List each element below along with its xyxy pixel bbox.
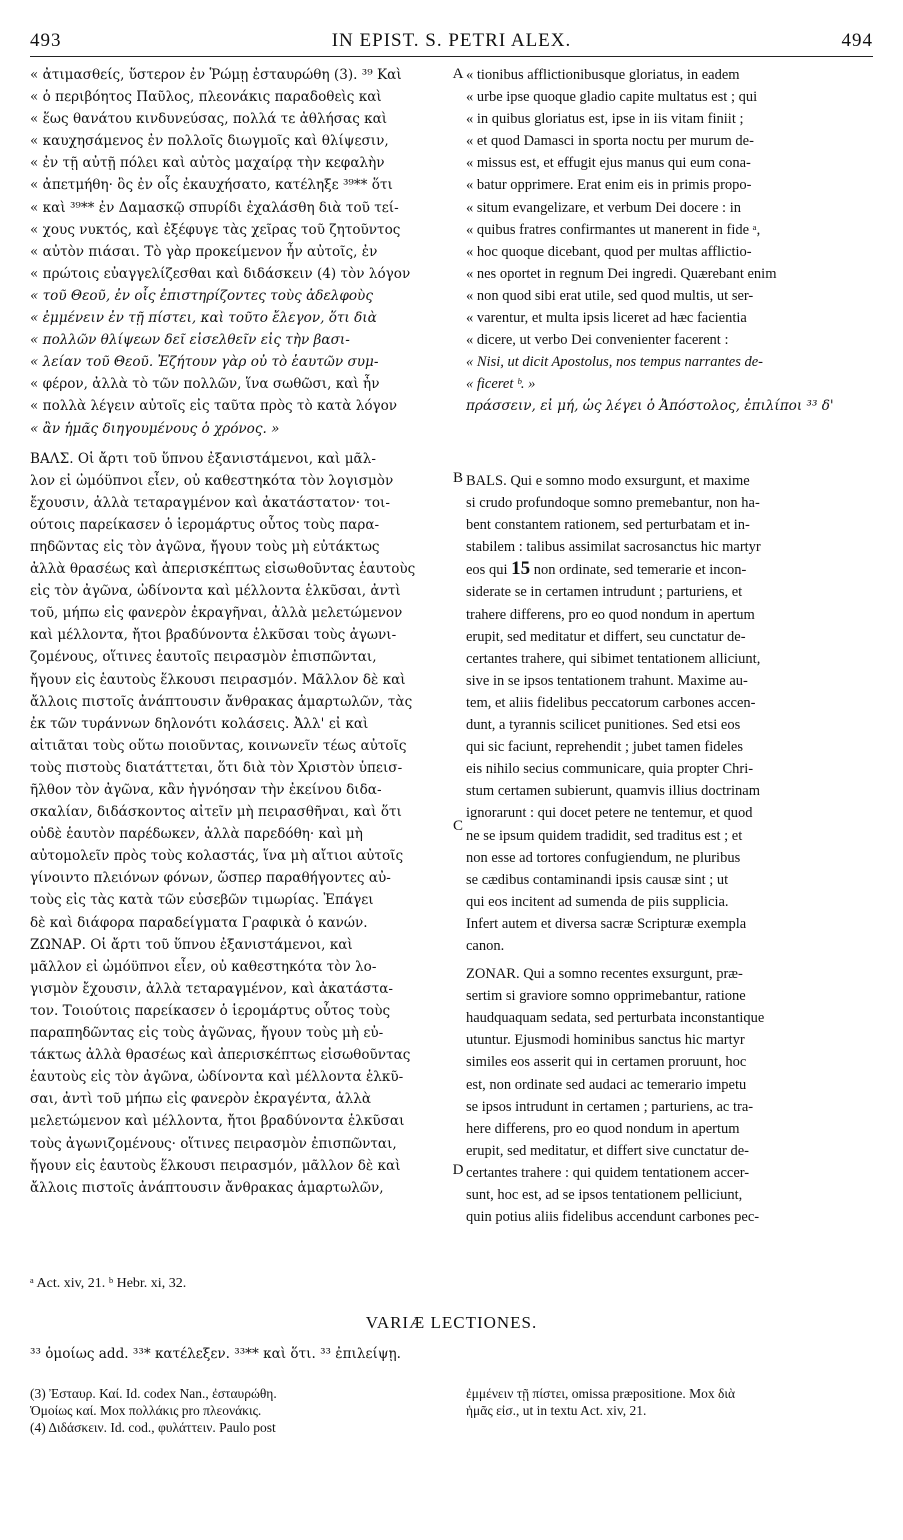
margin-marker-c: C bbox=[452, 818, 463, 834]
text-line: stabilem : talibus assimilat sacrosanctus hic martyr bbox=[466, 539, 761, 556]
text-line: ἀλλὰ θρασέως καὶ ἀπερισκέπτως εἰσωθοῦντας ἑαυτοὺς bbox=[30, 561, 416, 578]
margin-marker-a: A bbox=[452, 66, 464, 82]
text-line: ΖΩΝΑΡ. Οἱ ἄρτι τοῦ ὕπνου ἐξανιστάμενοι, καὶ bbox=[30, 936, 353, 953]
text-line: sive in se ipsos tentationem trahunt. Maxime au- bbox=[466, 672, 748, 689]
text-line: λον εἰ ὠμόϋπνοι εἶεν, οὐ καθεστηκότα τὸν λογισμὸν bbox=[30, 472, 394, 489]
text-line: μελετώμενον καὶ μέλλοντα, ἤτοι βραδύνοντα ἑλκῦσαι bbox=[30, 1113, 405, 1130]
text-line: « ἐμμένειν ἐν τῇ πίστει, καὶ τοῦτο ἔλεγον, ὅτι διὰ bbox=[30, 310, 377, 327]
text-line: bent constantem rationem, sed perturbatam et in- bbox=[466, 517, 750, 534]
text-line: « et quod Damasci in sporta noctu per murum de- bbox=[466, 133, 754, 150]
text-line: ΒΑΛΣ. Οἱ ἄρτι τοῦ ὕπνου ἐξανιστάμενοι, καὶ μᾶλ- bbox=[30, 450, 376, 467]
text-line: « nes oportet in regnum Dei ingredi. Quærebant enim bbox=[466, 265, 777, 282]
text-fragment: non ordinate, sed temerarie et incon- bbox=[530, 562, 747, 579]
text-line: « χους νυκτός, καὶ ἐξέφυγε τὰς χεῖρας τοῦ ζητοῦντος bbox=[30, 221, 401, 238]
text-line: τοὺς εἰς τὰς κατὰ τῶν εὐσεβῶν τιμωρίας. Ἐπάγει bbox=[30, 892, 374, 909]
note-line: Ὁμοίως καί. Mox πολλάκις pro πλεονάκις. bbox=[30, 1403, 262, 1418]
text-line: σκαλίαν, διδάσκοντος αἰτεῖν μὴ πειρασθῆναι, καὶ ὅτι bbox=[30, 804, 402, 821]
column-number: 15 bbox=[511, 558, 531, 580]
latin-quote bbox=[466, 64, 870, 395]
page-number-left: 493 bbox=[30, 30, 62, 51]
variae-notes-right bbox=[466, 1385, 870, 1419]
text-line: « ὁ περιβόητος Παῦλος, πλεονάκις παραδοθεὶς καὶ bbox=[30, 89, 382, 106]
text-line: « φέρον, ἀλλὰ τὸ τῶν πολλῶν, ἵνα σωθῶσι, καὶ ἦν bbox=[30, 376, 380, 393]
text-line: « ἀπετμήθη· ὃς ἐν οἷς ἐκαυχήσατο, κατέληξε ³⁹** ὅτι bbox=[30, 177, 393, 194]
text-line: qui eos incitent ad sumenda de piis supplicia. bbox=[466, 893, 729, 910]
text-line: παραπηδῶντας εἰς τοὺς ἀγῶνας, ἤγουν τοὺς μὴ εὐ- bbox=[30, 1025, 384, 1042]
text-line: stum certamen subierunt, quamvis illius doctrinam bbox=[466, 783, 760, 800]
running-header bbox=[30, 30, 873, 56]
text-line: « in quibus gloriatus est, ipse in iis vitam finiit ; bbox=[466, 111, 744, 128]
text-line: « varentur, et multa ipsis liceret ad hæc facientia bbox=[466, 310, 747, 327]
text-line: γίνοιντο πλειόνων φόνων, ὥσπερ παραθήγοντες αὐ- bbox=[30, 870, 391, 887]
text-line: « Nisi, ut dicit Apostolus, nos tempus narrantes de- bbox=[466, 354, 763, 371]
latin-commentary bbox=[466, 470, 870, 1228]
text-line: ζομένους, οἵτινες ἑαυτοῖς πειρασμὸν ἐπισπῶνται, bbox=[30, 649, 377, 666]
margin-marker-d: D bbox=[452, 1162, 464, 1178]
text-line: τάκτως ἀλλὰ θρασέως καὶ ἀπερισκέπτως εἰσωθοῦντας bbox=[30, 1047, 411, 1064]
note-line: (3) Ἐσταυρ. Καί. Id. codex Nan., ἐσταυρώθη. bbox=[30, 1386, 277, 1401]
text-line: est, non ordinate sed audaci ac temerario impetu bbox=[466, 1076, 747, 1093]
text-line: certantes trahere, qui sibimet tentationem alliciunt, bbox=[466, 650, 761, 667]
balsamon-latin bbox=[466, 470, 870, 957]
text-line: « hoc quoque dicebant, quod per multas afflictio- bbox=[466, 243, 752, 260]
text-line: « λείαν τοῦ Θεοῦ. Ἐζήτουν γὰρ οὐ τὸ ἑαυτῶν συμ- bbox=[30, 354, 379, 371]
text-line: « batur opprimere. Erat enim eis in primis propo- bbox=[466, 177, 752, 194]
latin-column bbox=[466, 64, 870, 395]
text-line: μᾶλλον εἰ ὠμόϋπνοι εἶεν, οὐ καθεστηκότα τὸν λο- bbox=[30, 958, 377, 975]
text-line: « quibus fratres confirmantes ut manerent in fide ᵃ, bbox=[466, 221, 761, 238]
text-line: certantes trahere : qui quidem tentationem accer- bbox=[466, 1164, 750, 1181]
text-line: « πολλῶν θλίψεων δεῖ εἰσελθεῖν εἰς τὴν βασι- bbox=[30, 332, 350, 349]
note-line: ἐμμένειν τῇ πίστει, omissa præpositione. Mox διὰ bbox=[466, 1386, 736, 1401]
running-title: IN EPIST. S. PETRI ALEX. bbox=[331, 30, 572, 51]
page-number-right: 494 bbox=[841, 30, 873, 51]
text-line: here differens, pro eo quod nondum in apertum bbox=[466, 1120, 740, 1137]
text-line: αἰτιᾶται τοὺς οὕτω ποιοῦντας, κοινωνεῖν τέως αὐτοῖς bbox=[30, 737, 407, 754]
text-line: « ἐν τῇ αὐτῇ πόλει καὶ αὐτὸς μαχαίρᾳ τὴν κεφαλὴν bbox=[30, 155, 385, 172]
balsamon-greek bbox=[30, 448, 448, 934]
text-line: ignorarunt : qui docet petere ne tentemur, et quod bbox=[466, 805, 753, 822]
text-line: canon. bbox=[466, 937, 505, 954]
text-line: ne se ipsum quidem tradidit, sed traditus est ; et bbox=[466, 827, 743, 844]
text-line: « ἂν ἡμᾶς διηγουμένους ὁ χρόνος. » bbox=[30, 420, 280, 437]
text-line: ἄλλοις πιστοῖς ἀνάπτουσιν ἄνθρακας ἁμαρτωλῶν, bbox=[30, 1179, 384, 1196]
text-line: « ἕως θανάτου κινδυνεύσας, πολλά τε ἀθλήσας καὶ bbox=[30, 111, 388, 128]
text-line: « καυχησάμενος ἐν πολλοῖς διωγμοῖς καὶ θλίψεσιν, bbox=[30, 133, 389, 150]
text-line: « situm evangelizare, et verbum Dei docere : in bbox=[466, 199, 741, 216]
text-line: utuntur. Ejusmodi hominibus sanctus hic martyr bbox=[466, 1032, 745, 1049]
variae-heading: VARIÆ LECTIONES. bbox=[365, 1313, 538, 1332]
text-line: τοῦ, μήπω εἰς φανερὸν ἐκραγῆναι, ἀλλὰ μελετώμενον bbox=[30, 605, 403, 622]
greek-quote bbox=[30, 64, 448, 440]
greek-column bbox=[30, 64, 448, 1199]
footnotes: ᵃ Act. xiv, 21. ᵇ Hebr. xi, 32. bbox=[30, 1276, 187, 1291]
text-line: tem, et aliis fidelibus peccatorum carbones accen- bbox=[466, 694, 756, 711]
text-line: se cædibus contaminandi ipsis causæ sint ; ut bbox=[466, 871, 729, 888]
text-line: ἔχουσιν, ἀλλὰ τεταραγμένον καὶ ἀκατάστατον· τοι- bbox=[30, 494, 390, 511]
variae-notes-left bbox=[30, 1385, 450, 1436]
greek-span-line-wrap bbox=[466, 395, 886, 417]
text-line: πηδῶντας εἰς τὸν ἀγῶνα, ἤγουν τοὺς μὴ εὐτάκτως bbox=[30, 538, 380, 555]
text-line: « tionibus afflictionibusque gloriatus, in eadem bbox=[466, 67, 740, 83]
text-line: « ἀτιμασθείς, ὕστερον ἐν Ῥώμῃ ἐσταυρώθη (3). ³⁹ Καὶ bbox=[30, 67, 402, 83]
text-line: erupit, sed meditatur et differt, seu cunctatur de- bbox=[466, 628, 746, 645]
text-line: τοὺς πιστοὺς διατάττεται, ὅτι διὰ τὸν Χριστὸν ὑπεισ- bbox=[30, 759, 403, 776]
text-line bbox=[466, 558, 870, 581]
text-line: BALS. Qui e somno modo exsurgunt, et maxime bbox=[466, 473, 750, 489]
text-line: eis nihilo secius communicare, quia propter Chri- bbox=[466, 761, 754, 778]
note-line: (4) Διδάσκειν. Id. cod., φυλάττειν. Paulo post bbox=[30, 1420, 276, 1435]
text-line: οὐδὲ ἑαυτὸν παρέδωκεν, ἀλλὰ παρεδόθη· καὶ μὴ bbox=[30, 826, 363, 843]
text-line: ἄλλοις πιστοῖς ἀνάπτουσιν ἄνθρακας ἁμαρτωλῶν, τὰς bbox=[30, 693, 413, 710]
note-line: ἡμᾶς εἰσ., ut in textu Act. xiv, 21. bbox=[466, 1403, 647, 1418]
text-line: haudquaquam sedata, sed perturbata inconstantique bbox=[466, 1010, 765, 1027]
text-line: « πρώτοις εὐαγγελίζεσθαι καὶ διδάσκειν (4) τὸν λόγον bbox=[30, 265, 411, 282]
text-line: erupit, sed meditatur, et differt sive cunctatur de- bbox=[466, 1142, 750, 1159]
text-line: sertim si graviore somno opprimebantur, ratione bbox=[466, 988, 746, 1005]
text-line: qui sic faciunt, reprehendit ; jubet tamen fideles bbox=[466, 739, 744, 756]
text-line: αὐτομολεῖν πρὸς τοὺς κολαστάς, ἵνα μὴ αἴτιοι αὐτοῖς bbox=[30, 848, 404, 865]
text-line: trahere differens, pro eo quod nondum in apertum bbox=[466, 606, 755, 623]
text-line: ἐκ τῶν τυράννων δηλονότι κολάσεις. Ἀλλ' εἰ καὶ bbox=[30, 715, 369, 732]
text-line: dunt, a tyrannis scilicet punitiones. Sed etsi eos bbox=[466, 717, 741, 734]
variae-line: ³³ ὁμοίως add. ³³* κατέλεξεν. ³³** καὶ ὅτι. ³³ ἐπιλείψῃ. bbox=[30, 1346, 401, 1362]
text-line: ἤγουν εἰς ἑαυτοὺς ἕλκουσι πειρασμόν. Μᾶλλον δὲ καὶ bbox=[30, 671, 406, 688]
greek-span-line: πράσσειν, εἰ μή, ὡς λέγει ὁ Ἀπόστολος, ἐπιλίποι ³³ δ' bbox=[466, 398, 834, 414]
text-line: « urbe ipse quoque gladio capite multatus est ; qui bbox=[466, 89, 758, 106]
text-line: ZONAR. Qui a somno recentes exsurgunt, præ- bbox=[466, 966, 743, 983]
text-line: δὲ καὶ διάφορα παραδείγματα Γραφικὰ ὁ κανών. bbox=[30, 914, 368, 931]
text-line: ἤγουν εἰς ἑαυτοὺς ἕλκουσι πειρασμόν, μᾶλλον δὲ καὶ bbox=[30, 1157, 401, 1174]
zonaras-greek bbox=[30, 934, 448, 1199]
text-line: ἑαυτοὺς εἰς τὸν ἀγῶνα, ὠδίνοντα καὶ μέλλοντα ἑλκῦ- bbox=[30, 1069, 404, 1086]
text-line: similes eos asserit qui in certamen proruunt, hoc bbox=[466, 1054, 747, 1071]
text-line: « missus est, et effugit ejus manus qui eum cona- bbox=[466, 155, 751, 172]
text-line: quin potius aliis fidelibus accendunt carbones pec- bbox=[466, 1209, 760, 1226]
text-line: σαι, ἀντὶ τοῦ μήπω εἰς φανερὸν ἐκραγέντα, ἀλλὰ bbox=[30, 1091, 372, 1108]
text-line: Infert autem et diversa sacræ Scripturæ exempla bbox=[466, 915, 747, 932]
text-line: sunt, hoc est, ad se ipsos tentationem pelliciunt, bbox=[466, 1187, 743, 1203]
text-line: siderate se in certamen intrudunt ; parturiens, et bbox=[466, 584, 743, 601]
text-line: « καὶ ³⁹** ἐν Δαμασκῷ σπυρίδι ἐχαλάσθη διὰ τοῦ τεί- bbox=[30, 199, 399, 216]
text-line: ούτοις παρείκασεν ὁ ἱερομάρτυς οὗτος τοὺς παρα- bbox=[30, 516, 380, 533]
text-line: « αὐτὸν πιάσαι. Τὸ γὰρ προκείμενον ἦν αὐτοῖς, ἐν bbox=[30, 243, 378, 260]
text-line: « ficeret ᵇ. » bbox=[466, 376, 536, 393]
text-line: se ipsos intrudunt in certamen ; parturiens, ac tra- bbox=[466, 1098, 754, 1115]
text-line: εἰς τὸν ἀγῶνα, ὠδίνοντα καὶ μέλλοντα ἑλκῦσαι, ἀντὶ bbox=[30, 583, 401, 600]
text-line: καὶ μέλλοντα, ἤτοι βραδύνοντα ἑλκῦσαι τοὺς ἀγωνι- bbox=[30, 627, 397, 644]
text-line: non esse ad tortores confugiendum, ne pluribus bbox=[466, 849, 741, 866]
zonaras-latin bbox=[466, 963, 870, 1228]
header-rule bbox=[30, 56, 873, 57]
text-line: si crudo profundoque somno premebantur, non ha- bbox=[466, 495, 760, 512]
text-line: « non quod sibi erat utile, sed quod multis, ut ser- bbox=[466, 287, 754, 304]
text-line: « τοῦ Θεοῦ, ἐν οἷς ἐπιστηρίζοντες τοὺς ἀδελφοὺς bbox=[30, 287, 373, 304]
text-line: γισμὸν ἔχουσιν, ἀλλὰ τεταραγμένον, καὶ ἀκατάστα- bbox=[30, 980, 393, 997]
text-line: τοὺς ἀγωνιζομένους· οἵτινες πειρασμὸν ἐπισπῶνται, bbox=[30, 1135, 397, 1152]
text-fragment: eos qui bbox=[466, 562, 512, 579]
text-line: τον. Τοιούτοις παρείκασεν ὁ ἱερομάρτυς οὗτος τοὺς bbox=[30, 1002, 391, 1019]
margin-marker-b: B bbox=[452, 470, 463, 486]
text-line: « πολλὰ λέγειν αὐτοῖς εἰς ταῦτα πρὸς τὸ κατὰ λόγον bbox=[30, 398, 398, 415]
text-line: ῆλθον τὸν ἀγῶνα, κἂν ἠγνόησαν τὴν ἐκείνου διδα- bbox=[30, 782, 382, 798]
text-line: « dicere, ut verbo Dei convenienter facerent : bbox=[466, 332, 729, 349]
